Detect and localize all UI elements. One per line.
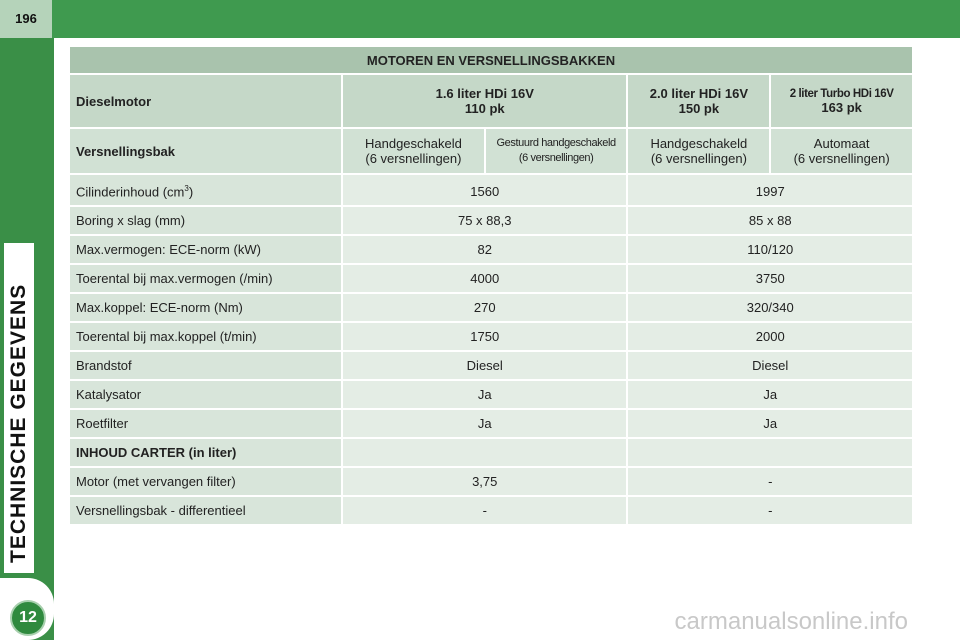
value-1-6: 1560 bbox=[342, 174, 627, 206]
engine-label: Dieselmotor bbox=[69, 74, 342, 128]
top-bar bbox=[0, 0, 960, 38]
table-title: MOTOREN EN VERSNELLINGSBAKKEN bbox=[69, 46, 913, 74]
value-2-0: 2000 bbox=[627, 322, 913, 351]
engine-header-row bbox=[69, 74, 913, 128]
gearbox-cell bbox=[485, 128, 628, 174]
value-2-0: 1997 bbox=[627, 174, 913, 206]
value-1-6: Ja bbox=[342, 409, 627, 438]
row-label: Brandstof bbox=[69, 351, 342, 380]
row-label: Max.koppel: ECE-norm (Nm) bbox=[69, 293, 342, 322]
gearbox-name: Handgeschakeld bbox=[364, 136, 462, 151]
engine-power: 110 pk bbox=[464, 101, 505, 116]
value-2-0: Ja bbox=[627, 380, 913, 409]
engine-name: 2.0 liter HDi 16V bbox=[649, 86, 748, 101]
value-2-0: Diesel bbox=[627, 351, 913, 380]
gearbox-cell bbox=[770, 128, 913, 174]
capacity-title-row bbox=[69, 438, 913, 467]
gearbox-cell bbox=[342, 128, 485, 174]
capacity-title: INHOUD CARTER (in liter) bbox=[69, 438, 342, 467]
engine-2-0 bbox=[627, 74, 770, 128]
row-label: Cilinderinhoud $(cm^3)$ bbox=[69, 174, 342, 206]
table-row bbox=[69, 264, 913, 293]
row-label: Roetfilter bbox=[69, 409, 342, 438]
value-1-6: 1750 bbox=[342, 322, 627, 351]
table-row bbox=[69, 496, 913, 525]
table-row bbox=[69, 351, 913, 380]
engine-name: 1.6 liter HDi 16V bbox=[435, 86, 534, 101]
table-row bbox=[69, 467, 913, 496]
value-1-6: Ja bbox=[342, 380, 627, 409]
gearbox-cell bbox=[627, 128, 770, 174]
engine-name: 2 liter Turbo HDi 16V bbox=[789, 87, 894, 100]
watermark: carmanualsonline.info bbox=[674, 608, 908, 635]
table-row bbox=[69, 174, 913, 206]
row-label: Versnellingsbak - differentieel bbox=[69, 496, 342, 525]
row-label: Toerental bij max.koppel (t/min) bbox=[69, 322, 342, 351]
value-1-6: 3,75 bbox=[342, 467, 627, 496]
gearbox-detail: (6 versnellingen) bbox=[793, 151, 890, 166]
gearbox-name: Handgeschakeld bbox=[650, 136, 748, 151]
chapter-number-badge: 12 bbox=[10, 600, 46, 636]
value-1-6: 82 bbox=[342, 235, 627, 264]
value-1-6: Diesel bbox=[342, 351, 627, 380]
engine-2-0-turbo bbox=[770, 74, 913, 128]
gearbox-label: Versnellingsbak bbox=[69, 128, 342, 174]
gearbox-detail: (6 versnellingen) bbox=[650, 151, 747, 166]
value-2-0: 110/120 bbox=[627, 235, 913, 264]
row-label: Toerental bij max.vermogen (/min) bbox=[69, 264, 342, 293]
row-label: Motor (met vervangen filter) bbox=[69, 467, 342, 496]
value-1-6: - bbox=[342, 496, 627, 525]
value-2-0: 3750 bbox=[627, 264, 913, 293]
row-label: Katalysator bbox=[69, 380, 342, 409]
engine-power: 150 pk bbox=[678, 101, 720, 116]
table-row bbox=[69, 322, 913, 351]
value-1-6: 4000 bbox=[342, 264, 627, 293]
gearbox-name: Automaat bbox=[813, 136, 870, 151]
value-2-0: - bbox=[627, 467, 913, 496]
value-1-6: 75 x 88,3 bbox=[342, 206, 627, 235]
gearbox-detail: (6 versnellingen) bbox=[365, 151, 462, 166]
sidebar bbox=[0, 38, 54, 640]
gearbox-detail: (6 versnellingen) bbox=[518, 152, 594, 164]
row-label: Boring x slag (mm) bbox=[69, 206, 342, 235]
section-title: TECHNISCHE GEGEVENS bbox=[4, 243, 34, 573]
engine-power: 163 pk bbox=[821, 99, 862, 115]
value-1-6: 270 bbox=[342, 293, 627, 322]
gearbox-row bbox=[69, 128, 913, 174]
table-row bbox=[69, 409, 913, 438]
value-2-0: 320/340 bbox=[627, 293, 913, 322]
table-row bbox=[69, 235, 913, 264]
table-row bbox=[69, 206, 913, 235]
chapter-tab bbox=[0, 578, 54, 640]
value-2-0: 85 x 88 bbox=[627, 206, 913, 235]
value-2-0: - bbox=[627, 496, 913, 525]
gearbox-name: Gestuurd handgeschakeld bbox=[496, 137, 616, 149]
value-2-0: Ja bbox=[627, 409, 913, 438]
row-label: Max.vermogen: ECE-norm (kW) bbox=[69, 235, 342, 264]
table-row bbox=[69, 293, 913, 322]
table-row bbox=[69, 380, 913, 409]
engine-spec-table bbox=[68, 45, 914, 526]
engine-1-6 bbox=[342, 74, 627, 128]
page-number: 196 bbox=[0, 0, 52, 38]
table-title-row bbox=[69, 46, 913, 74]
